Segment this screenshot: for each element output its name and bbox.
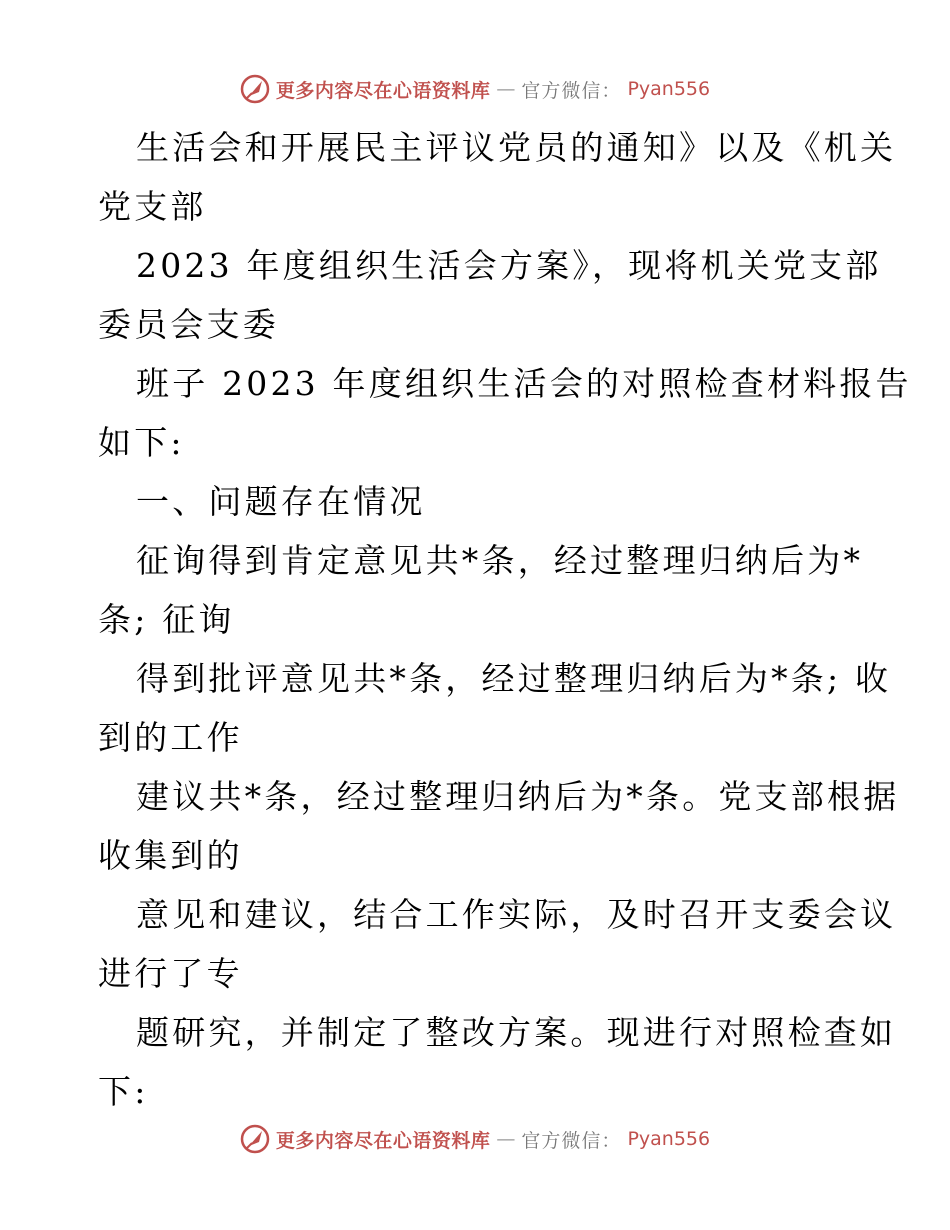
body-line: 班子 2023 年度组织生活会的对照检查材料报告 [136,364,912,403]
section-heading: 一、问题存在情况 [136,482,426,521]
body-line: 条; 征询 [98,600,235,639]
watermark-wechat-id: Pyan556 [627,1128,711,1150]
body-line: 到的工作 [98,718,243,757]
watermark-official: 官方微信： [521,79,622,102]
body-line: 题研究，并制定了整改方案。现进行对照检查如 [136,1013,897,1052]
watermark-official: 官方微信： [521,1129,622,1152]
body-line: 生活会和开展民主评议党员的通知》以及《机关 [136,128,897,167]
body-line: 收集到的 [98,836,243,875]
footer-watermark [0,1124,950,1154]
body-line: 征询得到肯定意见共*条，经过整理归纳后为* [136,541,864,580]
body-line: 意见和建议，结合工作实际，及时召开支委会议 [136,895,897,934]
watermark-wechat-id: Pyan556 [627,78,711,100]
body-line: 2023 年度组织生活会方案》，现将机关党支部 [136,246,882,285]
document-body [98,118,912,1121]
watermark-separator: — [496,78,516,100]
body-line: 下: [98,1072,149,1111]
body-line: 如下: [98,423,185,462]
quill-logo-icon [240,1124,270,1154]
watermark-text: 更多内容尽在心语资料库 [275,79,491,102]
body-line: 党支部 [98,187,207,226]
body-line: 建议共*条，经过整理归纳后为*条。党支部根据 [136,777,900,816]
body-line: 得到批评意见共*条，经过整理归纳后为*条; 收 [136,659,892,698]
quill-logo-icon [240,74,270,104]
watermark-text: 更多内容尽在心语资料库 [275,1129,491,1152]
body-line: 进行了专 [98,954,243,993]
body-line: 委员会支委 [98,305,279,344]
watermark-separator: — [496,1128,516,1150]
header-watermark [0,74,950,104]
